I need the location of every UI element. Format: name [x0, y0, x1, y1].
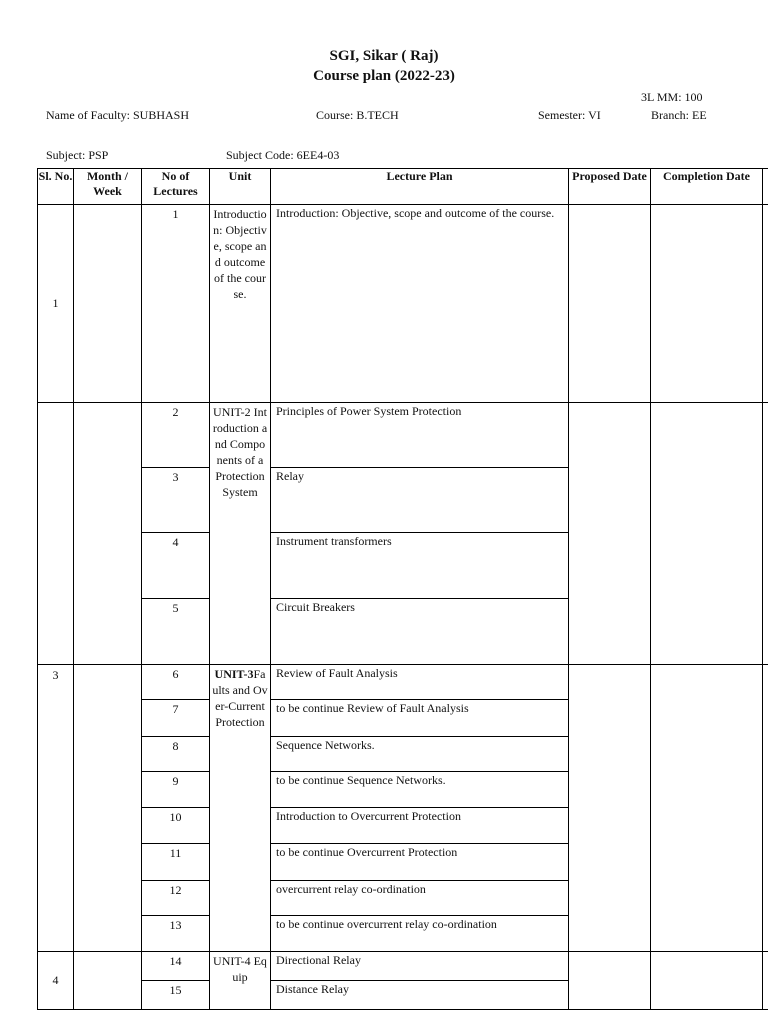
lecture-plan-cell: Introduction to Overcurrent Protection — [271, 808, 569, 844]
lecture-plan-cell: Distance Relay — [271, 981, 569, 1010]
course-name: Course: B.TECH — [316, 108, 399, 122]
semester: Semester: VI — [538, 108, 601, 122]
month-week-cell — [74, 205, 142, 403]
sl-cell: 1 — [38, 205, 74, 403]
lecture-plan-cell: to be continue Review of Fault Analysis — [271, 700, 569, 737]
lecture-plan-cell: to be continue Overcurrent Protection — [271, 844, 569, 881]
col-header-cutoff — [763, 169, 768, 205]
completion-date-cell — [651, 952, 763, 1010]
col-header-month-week: Month / Week — [74, 169, 142, 205]
table-row — [38, 403, 768, 468]
lecture-plan-cell: Introduction: Objective, scope and outcome of the course. — [271, 205, 569, 403]
sl-cell: 4 — [38, 952, 74, 1010]
subject-code: Subject Code: 6EE4-03 — [226, 148, 340, 162]
col-header-unit: Unit — [210, 169, 271, 205]
month-week-cell — [74, 665, 142, 952]
sl-cell: 3 — [38, 665, 74, 952]
lecture-plan-cell: Instrument transformers — [271, 533, 569, 599]
lecture-plan-cell: to be continue Sequence Networks. — [271, 772, 569, 808]
month-week-cell — [74, 952, 142, 1010]
proposed-date-cell — [569, 403, 651, 665]
col-header-completion-date: Completion Date — [651, 169, 763, 205]
cutoff-cell — [763, 403, 768, 665]
lecture-number-cell: 7 — [142, 700, 210, 737]
lecture-number-cell: 8 — [142, 737, 210, 772]
lecture-number-cell: 2 — [142, 403, 210, 468]
branch: Branch: EE — [651, 108, 707, 122]
proposed-date-cell — [569, 952, 651, 1010]
table-header-row — [38, 169, 768, 205]
completion-date-cell — [651, 205, 763, 403]
lecture-number-cell: 9 — [142, 772, 210, 808]
course-plan-table — [37, 168, 768, 1010]
lecture-plan-cell: overcurrent relay co-ordination — [271, 881, 569, 916]
lecture-plan-cell: Directional Relay — [271, 952, 569, 981]
cutoff-cell — [763, 205, 768, 403]
table-row — [38, 665, 768, 700]
course-plan-title: Course plan (2022-23) — [313, 68, 455, 84]
cutoff-cell — [763, 665, 768, 952]
table-row — [38, 205, 768, 403]
month-week-cell — [74, 403, 142, 665]
proposed-date-cell — [569, 665, 651, 952]
subject: Subject: PSP — [46, 148, 109, 162]
lecture-plan-cell: to be continue overcurrent relay co-ordination — [271, 916, 569, 952]
faculty-name: Name of Faculty: SUBHASH — [46, 108, 189, 122]
col-header-lecture-plan: Lecture Plan — [271, 169, 569, 205]
lecture-number-cell: 6 — [142, 665, 210, 700]
lecture-number-cell: 3 — [142, 468, 210, 533]
proposed-date-cell — [569, 205, 651, 403]
lecture-number-cell: 14 — [142, 952, 210, 981]
unit-cell: UNIT-2 Introduction and Components of a Protection System — [210, 403, 271, 665]
lecture-number-cell: 11 — [142, 844, 210, 881]
lecture-plan-cell: Circuit Breakers — [271, 599, 569, 665]
lecture-number-cell: 13 — [142, 916, 210, 952]
completion-date-cell — [651, 403, 763, 665]
lecture-number-cell: 5 — [142, 599, 210, 665]
table-row — [38, 952, 768, 981]
unit-cell: UNIT-4 Equip — [210, 952, 271, 1010]
lecture-number-cell: 4 — [142, 533, 210, 599]
load-marks: 3L MM: 100 — [641, 90, 703, 104]
lecture-plan-cell: Review of Fault Analysis — [271, 665, 569, 700]
lecture-plan-cell: Sequence Networks. — [271, 737, 569, 772]
unit-cell — [210, 665, 271, 952]
sl-cell — [38, 403, 74, 665]
lecture-number-cell: 10 — [142, 808, 210, 844]
unit-title: Faults and Over-Current Protection — [212, 667, 268, 729]
lecture-number-cell: 15 — [142, 981, 210, 1010]
cutoff-cell — [763, 952, 768, 1010]
col-header-no-of-lectures: No of Lectures — [142, 169, 210, 205]
lecture-number-cell: 12 — [142, 881, 210, 916]
col-header-sl: Sl. No. — [38, 169, 74, 205]
completion-date-cell — [651, 665, 763, 952]
lecture-number-cell: 1 — [142, 205, 210, 403]
unit-number: UNIT-3 — [214, 667, 254, 681]
lecture-plan-cell: Principles of Power System Protection — [271, 403, 569, 468]
col-header-proposed-date: Proposed Date — [569, 169, 651, 205]
unit-cell: Introduction: Objective, scope and outcome of the course. — [210, 205, 271, 403]
institute-title: SGI, Sikar ( Raj) — [329, 48, 439, 64]
lecture-plan-cell: Relay — [271, 468, 569, 533]
